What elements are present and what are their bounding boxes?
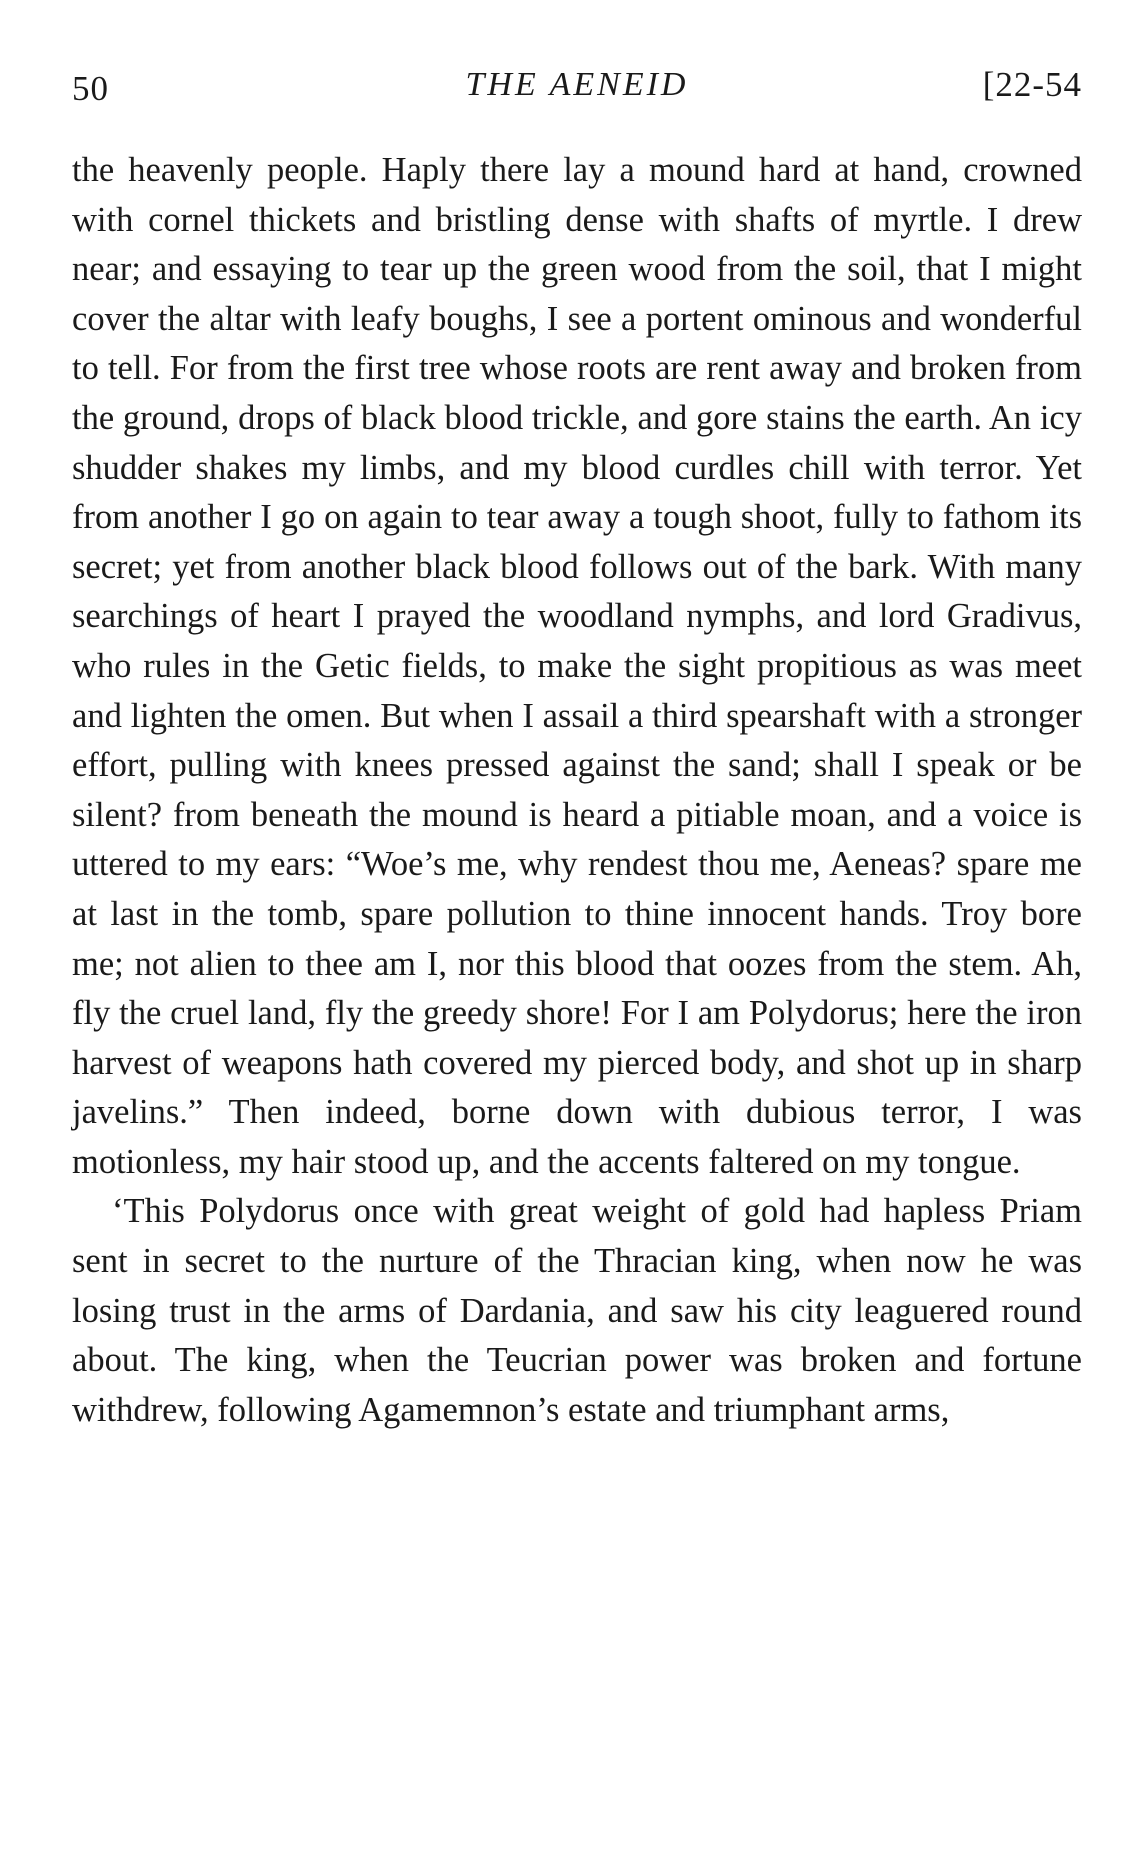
page-number: 50 bbox=[72, 69, 109, 108]
paragraph: the heavenly people. Haply there lay a mound hard at hand, crowned with cornel thickets and bristling dense with shafts of myrtle. I drew near; and essaying to tear up the green wood from the soil, that I might cover the altar with leafy boughs, I see a portent ominous and wonderful to tell. For from the first tree whose roots are rent away and broken from the ground, drops of black blood trickle, and gore stains the earth. An icy shudder shakes my limbs, and my blood curdles chill with terror. Yet from another I go on again to tear away a tough shoot, fully to fathom its secret; yet from another black blood follows out of the bark. With many searchings of heart I prayed the woodland nymphs, and lord Gradivus, who rules in the Getic fields, to make the sight propitious as was meet and lighten the omen. But when I assail a third spearshaft with a stronger effort, pulling with knees pressed against the sand; shall I speak or be silent? from beneath the mound is heard a pitiable moan, and a voice is uttered to my ears: “Woe’s me, why rendest thou me, Aeneas? spare me at last in the tomb, spare pollution to thine innocent hands. Troy bore me; not alien to thee am I, nor this blood that oozes from the stem. Ah, fly the cruel land, fly the greedy shore! For I am Polydorus; here the iron harvest of weapons hath covered my pierced body, and shot up in sharp javelins.” Then indeed, borne down with dubious terror, I was motionless, my hair stood up, and the accents faltered on my tongue. bbox=[72, 151, 1082, 1181]
book-title: THE AENEID bbox=[465, 66, 689, 103]
body-text bbox=[72, 146, 1082, 1435]
line-range: [22-54 bbox=[982, 65, 1082, 104]
paragraph: ‘This Polydorus once with great weight of gold had hapless Priam sent in secret to the nurture of the Thracian king, when now he was losing trust in the arms of Dardania, and saw his city leaguered round about. The king, when the Teucrian power was broken and fortune withdrew, following Agamemnon’s estate and triumphant arms, bbox=[72, 1192, 1082, 1429]
running-head bbox=[72, 60, 1082, 110]
